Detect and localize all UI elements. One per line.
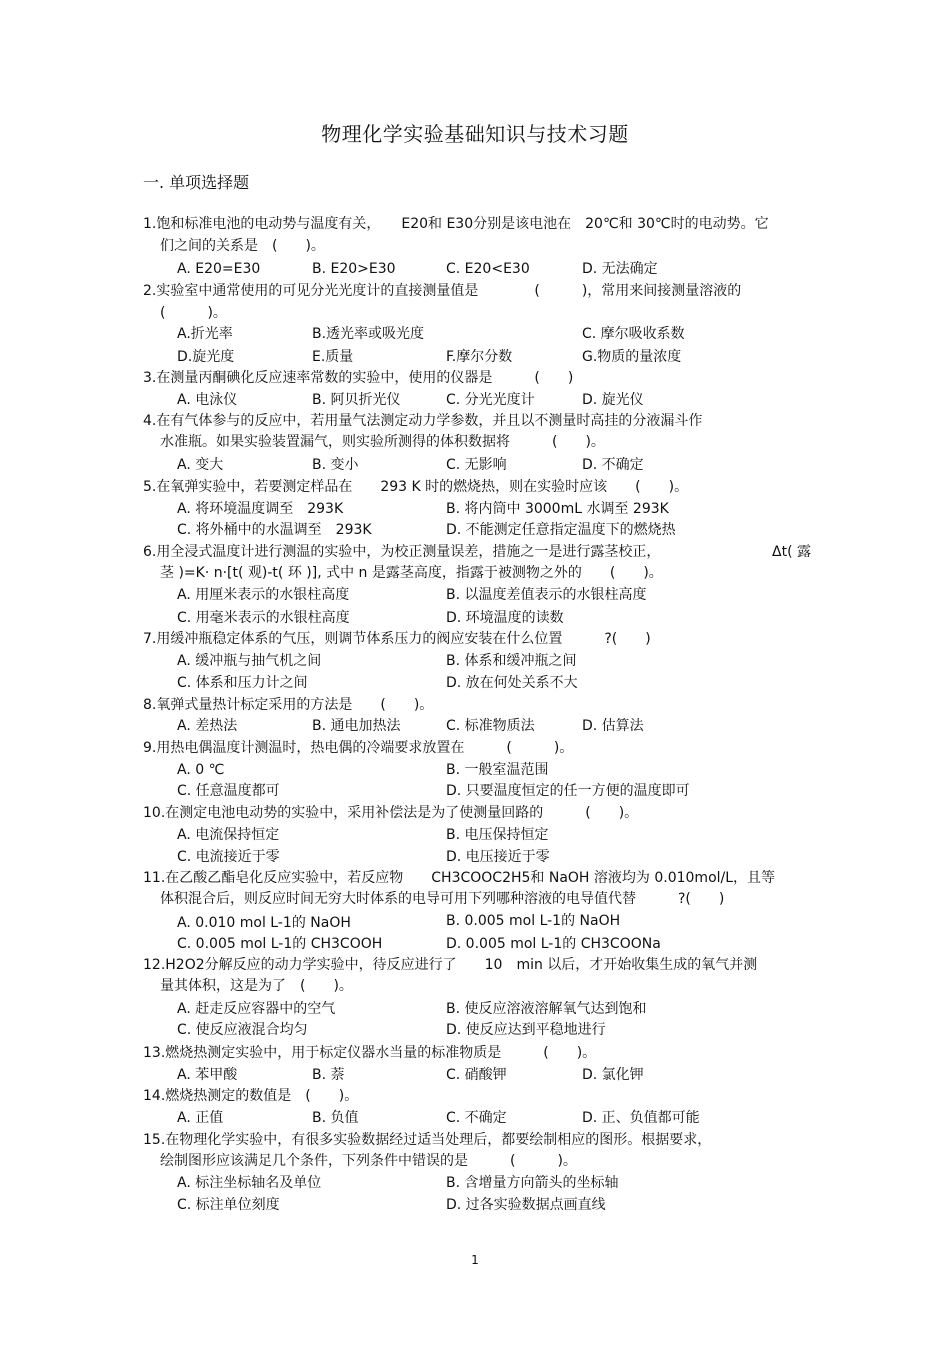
question-11-option-a: A. 0.010 mol L-1的 NaOH: [177, 915, 351, 931]
question-3-line-1: 3.在测量丙酮碘化反应速率常数的实验中，使用的仪器是 ( ): [143, 370, 574, 386]
question-8-option-d: D. 估算法: [582, 718, 644, 734]
question-10-option-b: B. 电压保持恒定: [446, 827, 549, 843]
question-2-option-c: C. 摩尔吸收系数: [582, 326, 685, 342]
question-7-option-d: D. 放在何处关系不大: [446, 675, 578, 691]
question-12-line-1: 12.H2O2分解反应的动力学实验中，待反应进行了 10 min 以后，才开始收集生成的氧气并测: [143, 957, 758, 973]
question-10-option-c: C. 电流接近于零: [177, 849, 280, 865]
question-5-option-b: B. 将内筒中 3000mL 水调至 293K: [446, 501, 669, 517]
question-2-option-d: D.旋光度: [177, 349, 235, 365]
question-10-line-1: 10.在测定电池电动势的实验中，采用补偿法是为了使测量回路的 ( )。: [143, 805, 639, 821]
question-2-option-f: F.摩尔分数: [446, 349, 513, 365]
question-4-line-2: 水准瓶。如果实验装置漏气，则实验所测得的体积数据将 ( )。: [160, 434, 605, 450]
question-7-option-a: A. 缓冲瓶与抽气机之间: [177, 653, 322, 669]
question-8-line-1: 8.氧弹式量热计标定采用的方法是 ( )。: [143, 697, 434, 713]
question-15-line-1: 15.在物理化学实验中，有很多实验数据经过适当处理后，都要绘制相应的图形。根据要求，: [143, 1132, 712, 1148]
question-12-option-c: C. 使反应液混合均匀: [177, 1022, 308, 1038]
question-6-line-1: 6.用全浸式温度计进行测温的实验中，为校正测量误差，措施之一是进行露茎校正，: [143, 544, 661, 560]
question-12-option-b: B. 使反应溶液溶解氧气达到饱和: [446, 1001, 647, 1017]
question-11-option-b: B. 0.005 mol L-1的 NaOH: [446, 913, 621, 929]
question-4-option-c: C. 无影响: [446, 457, 507, 473]
question-1-line-1: 1.饱和标准电池的电动势与温度有关， E20和 E30分别是该电池在 20℃和 30℃时的电动势。它: [143, 216, 769, 232]
question-10-option-a: A. 电流保持恒定: [177, 827, 280, 843]
question-6-option-a: A. 用厘米表示的水银柱高度: [177, 587, 350, 603]
question-15-option-a: A. 标注坐标轴名及单位: [177, 1175, 322, 1191]
question-2-option-g: G.物质的量浓度: [582, 349, 682, 365]
question-9-line-1: 9.用热电偶温度计测温时，热电偶的冷端要求放置在 ( )。: [143, 740, 574, 756]
question-14-option-d: D. 正、负值都可能: [582, 1110, 700, 1126]
document-title: 物理化学实验基础知识与技术习题: [321, 122, 629, 146]
question-9-option-d: D. 只要温度恒定的任一方便的温度即可: [446, 783, 690, 799]
question-5-option-d: D. 不能测定任意指定温度下的燃烧热: [446, 522, 676, 538]
question-3-option-d: D. 旋光仪: [582, 392, 644, 408]
question-4-option-a: A. 变大: [177, 457, 224, 473]
question-2-option-e: E.质量: [312, 349, 354, 365]
question-1-option-b: B. E20>E30: [312, 261, 396, 277]
question-6-option-b: B. 以温度差值表示的水银柱高度: [446, 587, 647, 603]
question-14-option-b: B. 负值: [312, 1110, 359, 1126]
question-7-option-c: C. 体系和压力计之间: [177, 675, 308, 691]
question-5-option-a: A. 将环境温度调至 293K: [177, 501, 344, 517]
question-6-line-2: 茎 )=K· n·[t( 观)-t( 环 )], 式中 n 是露茎高度，指露于被测物之外的 ( )。: [160, 565, 663, 581]
question-13-option-d: D. 氯化钾: [582, 1067, 644, 1083]
question-12-option-a: A. 赶走反应容器中的空气: [177, 1001, 336, 1017]
question-11-line-1: 11.在乙酸乙酯皂化反应实验中，若反应物 CH3COOC2H5和 NaOH 溶液均为 0.010mol/L，且等: [143, 870, 776, 886]
question-3-option-c: C. 分光光度计: [446, 392, 535, 408]
question-4-option-b: B. 变小: [312, 457, 359, 473]
question-4-option-d: D. 不确定: [582, 457, 644, 473]
question-1-line-2: 们之间的关系是 ( )。: [160, 238, 325, 254]
question-14-option-a: A. 正值: [177, 1110, 224, 1126]
question-4-line-1: 4.在有气体参与的反应中，若用量气法测定动力学参数，并且以不测量时高挂的分液漏斗作: [143, 413, 703, 429]
question-15-option-d: D. 过各实验数据点画直线: [446, 1197, 606, 1213]
question-14-line-1: 14.燃烧热测定的数值是 ( )。: [143, 1088, 359, 1104]
question-5-line-1: 5.在氧弹实验中，若要测定样品在 293 K 时的燃烧热，则在实验时应该 ( )。: [143, 479, 689, 495]
question-1-option-a: A. E20=E30: [177, 261, 261, 277]
question-11-line-2: 体积混合后，则反应时间无穷大时体系的电导可用下列哪种溶液的电导值代替 ?( ): [160, 891, 725, 907]
question-8-option-b: B. 通电加热法: [312, 718, 401, 734]
page-number: 1: [471, 1253, 479, 1267]
question-8-option-c: C. 标准物质法: [446, 718, 535, 734]
question-3-option-a: A. 电泳仪: [177, 392, 238, 408]
question-7-option-b: B. 体系和缓冲瓶之间: [446, 653, 577, 669]
question-15-option-c: C. 标注单位刻度: [177, 1197, 280, 1213]
question-9-option-c: C. 任意温度都可: [177, 783, 280, 799]
question-7-line-1: 7.用缓冲瓶稳定体系的气压，则调节体系压力的阀应安装在什么位置 ?( ): [143, 631, 651, 647]
question-15-option-b: B. 含增量方向箭头的坐标轴: [446, 1175, 619, 1191]
question-2-line-2: ( )。: [160, 305, 227, 321]
question-12-option-d: D. 使反应达到平稳地进行: [446, 1022, 606, 1038]
question-13-option-b: B. 萘: [312, 1067, 345, 1083]
question-6-option-c: C. 用毫米表示的水银柱高度: [177, 610, 350, 626]
question-5-option-c: C. 将外桶中的水温调至 293K: [177, 522, 372, 538]
section-heading: 一. 单项选择题: [143, 173, 250, 192]
question-2-option-a: A.折光率: [177, 326, 233, 342]
question-10-option-d: D. 电压接近于零: [446, 849, 550, 865]
question-2-option-b: B.透光率或吸光度: [312, 326, 425, 342]
question-15-line-2: 绘制图形应该满足几个条件，下列条件中错误的是 ( )。: [160, 1153, 577, 1169]
question-14-option-c: C. 不确定: [446, 1110, 507, 1126]
question-6-option-d: D. 环境温度的读数: [446, 610, 564, 626]
question-6-delta-t: Δt( 露: [772, 544, 811, 560]
question-13-option-c: C. 硝酸钾: [446, 1067, 507, 1083]
question-2-line-1: 2.实验室中通常使用的可见分光光度计的直接测量值是 ( )，常用来间接测量溶液的: [143, 283, 742, 299]
question-1-option-c: C. E20<E30: [446, 261, 530, 277]
question-11-option-d: D. 0.005 mol L-1的 CH3COONa: [446, 936, 661, 952]
question-1-option-d: D. 无法确定: [582, 261, 658, 277]
question-13-option-a: A. 苯甲酸: [177, 1067, 238, 1083]
question-8-option-a: A. 差热法: [177, 718, 238, 734]
question-12-line-2: 量其体积，这是为了 ( )。: [160, 978, 353, 994]
question-3-option-b: B. 阿贝折光仪: [312, 392, 401, 408]
question-9-option-b: B. 一般室温范围: [446, 762, 549, 778]
question-13-line-1: 13.燃烧热测定实验中，用于标定仪器水当量的标准物质是 ( )。: [143, 1045, 597, 1061]
question-11-option-c: C. 0.005 mol L-1的 CH3COOH: [177, 936, 383, 952]
question-9-option-a: A. 0 ℃: [177, 762, 225, 778]
